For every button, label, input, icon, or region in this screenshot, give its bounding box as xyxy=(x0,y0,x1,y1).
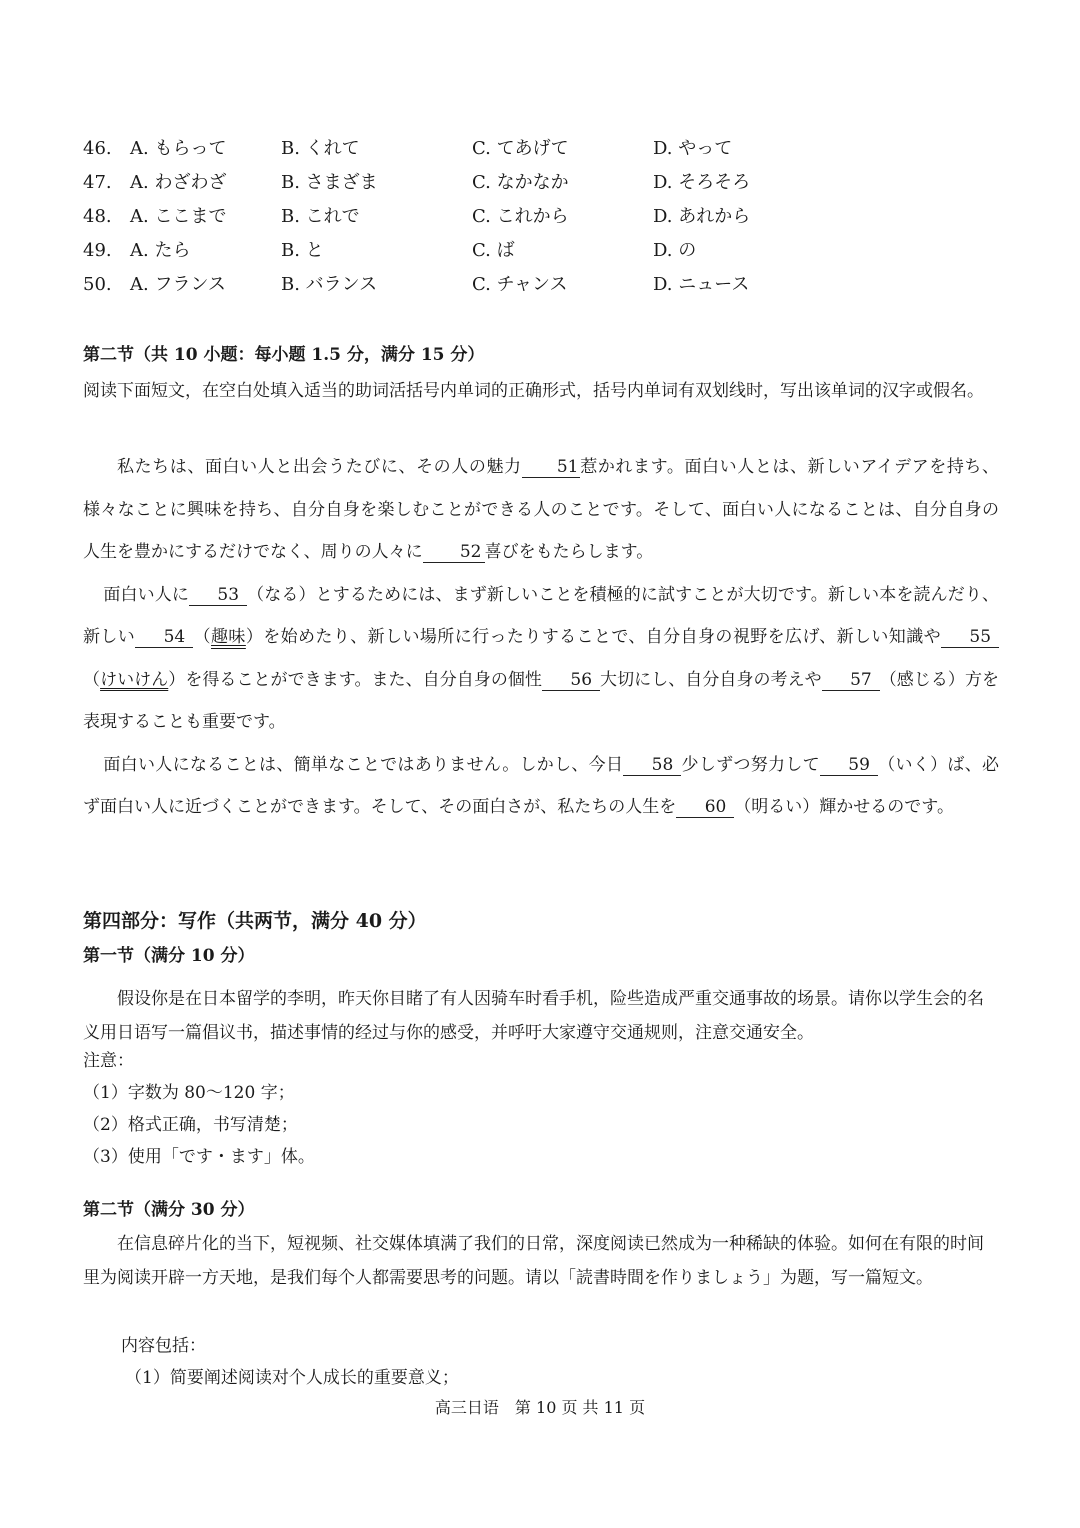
option-b: B. くれて xyxy=(281,138,360,159)
writing-section2-heading: 第二节（满分 30 分） xyxy=(83,1200,255,1220)
part4-heading: 第四部分：写作（共两节，满分 40 分） xyxy=(83,910,427,932)
section2-instruction: 阅读下面短文，在空白处填入适当的助词活括号内单词的正确形式，括号内单词有双划线时，写出该单词的汉字或假名。 xyxy=(83,381,984,401)
blank-52: 52 xyxy=(423,542,485,563)
option-d: D. の xyxy=(653,240,697,261)
section2-heading: 第二节（共 10 小题：每小题 1.5 分，满分 15 分） xyxy=(83,345,485,365)
option-d: D. あれから xyxy=(653,206,751,227)
blank-56: 56 xyxy=(542,670,600,691)
passage-paragraph-2: 面白い人に 53 （なる）とするためには、まず新しいことを積極的に試すことが大切です。新しい本を読んだり、新しい 54 （趣味）を始めたり、新しい場所に行ったりすることで、自分自身の視野を広げ、新しい知識や 55（けいけん）を得ることができます。また、自分自身の個性 56 大切にし、自分自身の考えや 57 （感じる）方を表現することも重要です。 xyxy=(83,584,1000,732)
option-d: D. ニュース xyxy=(653,274,750,295)
notes-label: 注意： xyxy=(83,1051,134,1071)
option-d: D. やって xyxy=(653,138,733,159)
option-b: B. これで xyxy=(281,206,360,227)
option-b: B. バランス xyxy=(281,274,378,295)
blank-53: 53 xyxy=(189,585,247,606)
writing-section2-prompt: 在信息碎片化的当下，短视频、社交媒体填满了我们的日常，深度阅读已然成为一种稀缺的体验。如何在有限的时间里为阅读开辟一方天地，是我们每个人都需要思考的问题。请以「読書時間を作りましょう」为题，写一篇短文。 xyxy=(83,1234,984,1288)
option-a: A. わざわざ xyxy=(130,172,227,193)
double-underlined-word: 趣味 xyxy=(211,627,246,647)
question-number: 46. xyxy=(83,138,112,159)
writing-content-label: 内容包括： xyxy=(121,1336,206,1356)
option-d: D. そろそろ xyxy=(653,172,751,193)
option-c: C. チャンス xyxy=(472,274,568,295)
option-a: A. もらって xyxy=(130,138,227,159)
passage-paragraph-1: 私たちは、面白い人と出会うたびに、その人の魅力 51惹かれます。面白い人とは、新しいアイデアを持ち、様々なことに興味を持ち、自分自身を楽しむことができる人のことです。そして、面白い人になることは、自分自身の人生を豊かにするだけでなく、周りの人々に 52 喜びをもたらします。 xyxy=(83,457,1000,562)
note-1: （1）字数为 80～120 字； xyxy=(83,1083,295,1103)
question-number: 49. xyxy=(83,240,112,261)
writing-notes xyxy=(83,1045,999,1173)
option-c: C. てあげて xyxy=(472,138,569,159)
page-footer: 高三日语 第 10 页 共 11 页 xyxy=(434,1398,646,1417)
option-b: B. さまざま xyxy=(281,172,378,193)
blank-60: 60 xyxy=(676,797,734,818)
option-b: B. と xyxy=(281,240,324,261)
blank-57: 57 xyxy=(822,670,880,691)
blank-59: 59 xyxy=(820,755,878,776)
double-underlined-word: けいけん xyxy=(100,669,169,690)
option-c: C. これから xyxy=(472,206,569,227)
writing-section1-prompt: 假设你是在日本留学的李明，昨天你目睹了有人因骑车时看手机，险些造成严重交通事故的场景。请你以学生会的名义用日语写一篇倡议书，描述事情的经过与你的感受，并呼吁大家遵守交通规则，注意交通安全。 xyxy=(83,989,984,1043)
option-a: A. フランス xyxy=(130,274,226,295)
blank-51: 51 xyxy=(522,457,580,478)
passage-paragraph-3: 面白い人になることは、簡単なことではありません。しかし、今日 58 少しずつ努力して 59 （いく）ば、必ず面白い人に近づくことができます。そして、その面白さが、私たちの人生を 60 （明るい）輝かせるのです。 xyxy=(83,754,999,817)
writing-section1-heading: 第一节（满分 10 分） xyxy=(83,946,255,966)
question-number: 47. xyxy=(83,172,112,193)
option-c: C. なかなか xyxy=(472,172,569,193)
option-a: A. たら xyxy=(130,240,191,261)
blank-58: 58 xyxy=(623,755,681,776)
note-2: （2）格式正确，书写清楚； xyxy=(83,1115,298,1135)
reading-passage xyxy=(83,446,999,829)
option-c: C. ば xyxy=(472,240,515,261)
blank-55: 55 xyxy=(941,627,999,648)
writing-content-1: （1）简要阐述阅读对个人成长的重要意义； xyxy=(125,1368,459,1388)
option-a: A. ここまで xyxy=(130,206,227,227)
blank-54: 54 xyxy=(135,627,193,648)
note-3: （3）使用「です・ます」体。 xyxy=(83,1147,315,1167)
question-number: 50. xyxy=(83,274,112,295)
question-number: 48. xyxy=(83,206,112,227)
